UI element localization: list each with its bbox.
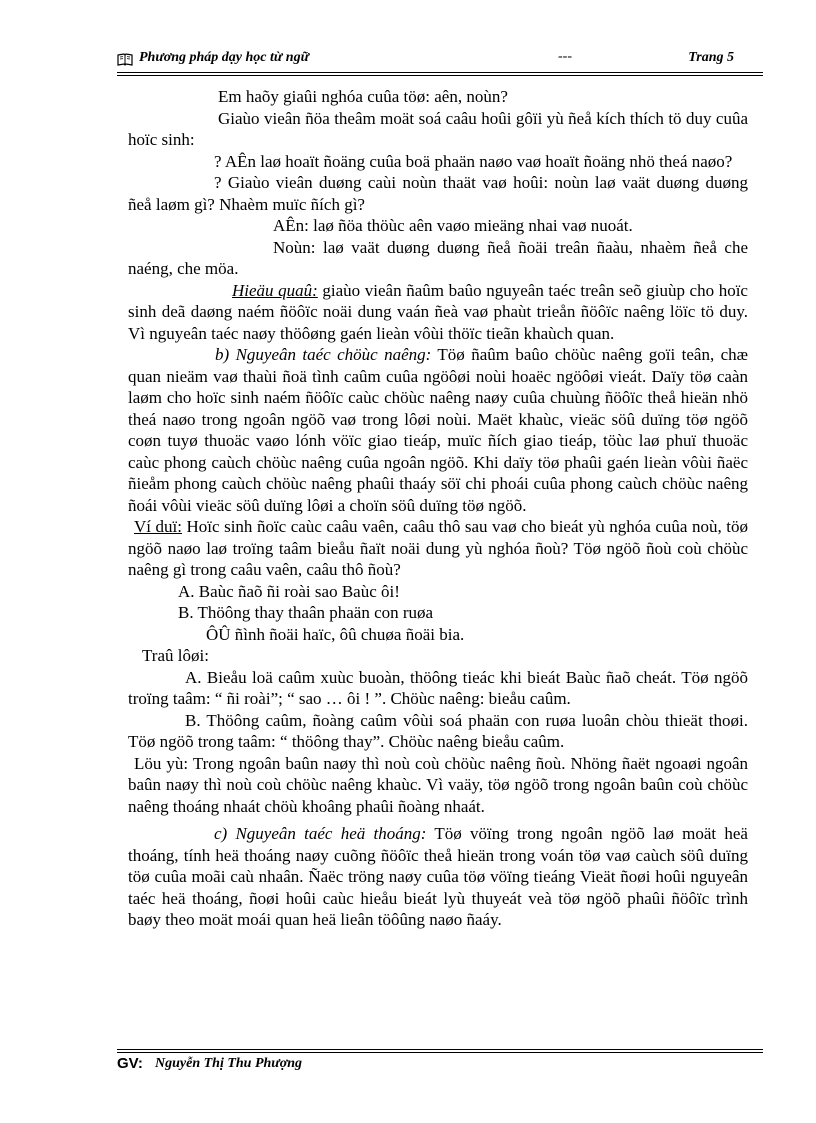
paragraph: Em haõy giaûi nghóa cuûa töø: aên, noùn? xyxy=(218,87,508,106)
page-footer xyxy=(117,1055,762,1075)
footer-author: Nguyễn Thị Thu Phượng xyxy=(155,1056,302,1071)
page-header xyxy=(117,50,762,70)
paragraph: Giaùo vieân ñöa theâm moät soá caâu hoûi gôïi yù ñeå kích thích tö duy cuûa hoïc sinh: xyxy=(128,108,748,149)
footer-rule-thin xyxy=(117,1052,763,1053)
paragraph: Noùn: laø vaät duøng duøng ñeå ñoäi treân ñaàu, nhaèm ñeå che naéng, che möa. xyxy=(128,237,748,278)
paragraph: Löu yù: Trong ngoân baûn naøy thì noù coù chöùc naêng ñoù. Nhöng ñaët ngoaøi ngoân baûn naøy thì noù coù chöùc naêng khaùc. Vì vaäy, töø ngöõ trong ngoân baûn coù chöùc naêng thoáng nhaát chöù khoâng phaûi ñoàng nhaát. xyxy=(128,753,748,816)
heading-nguyen-tac-he-thong: c) Nguyeân taéc heä thoáng: xyxy=(214,824,427,843)
example-line: ÔÛ ñình ñoäi haïc, ôû chuøa ñoäi bia. xyxy=(206,624,465,644)
label-hieu-qua: Hieäu quaû: xyxy=(232,280,318,300)
paragraph: A. Bieåu loä caûm xuùc buoàn, thöông tieác khi bieát Baùc ñaõ cheát. Töø ngöõ troïng taâm: “ ñi roài”; “ sao … ôi ! ”. Chöùc naêng: bieåu caûm. xyxy=(128,667,748,708)
header-rule xyxy=(117,72,763,73)
header-title: Phương pháp dạy học từ ngữ xyxy=(139,50,309,65)
paragraph: Ví duï: Hoïc sinh ñoïc caùc caâu vaên, caâu thô sau vaø cho bieát yù nghóa cuûa noù, töø ngöõ naøo laø troïng taâm bieåu ñaït noäi dung yù nghóa ñoù? Töø ngöõ ñoù coù chöùc naêng gì trong caâu vaên, caâu thô ñoù? xyxy=(128,517,748,579)
header-rule-thin xyxy=(117,75,763,76)
paragraph: ? Giaùo vieân duøng caùi noùn thaät vaø hoûi: noùn laø vaät duøng duøng ñeå laøm gì? Nhaèm muïc ñích gì? xyxy=(128,173,748,214)
paragraph: AÊn: laø ñöa thöùc aên vaøo mieäng nhai vaø nuoát. xyxy=(273,216,633,235)
paragraph: B. Thöông caûm, ñoàng caûm vôùi soá phaän con ruøa luoân chòu thieät thoøi. Töø ngöõ trong taâm: “ thöông thay”. Chöùc naêng bieåu caûm. xyxy=(128,710,748,751)
example-line: B. Thöông thay thaân phaän con ruøa xyxy=(178,603,434,622)
paragraph: c) Nguyeân taéc heä thoáng: Töø vöïng trong ngoân ngöõ laø moät heä thoáng, tính heä thoáng naøy cuõng ñöôïc theå hieän trong voán töø vaø caùch söû duïng töø cuûa moãi caù nhaân. Ñaëc tröng naøy cuûa töø vöïng tieáng Vieät ñoøi hoûi nguyeân taéc heä thoáng, ñoøi hoûi caùc hieåu bieát lyù thuyeát veà töø ngöõ phaûi ñöôïc trình baøy theo moät moái quan heä lieân töôûng naøo ñaáy. xyxy=(128,824,748,929)
paragraph: b) Nguyeân taéc chöùc naêng: Töø ñaûm baûo chöùc naêng goïi teân, chæ quan nieäm vaø thaùi ñoä tình caûm cuûa ngöôøi noùi hoaëc ngöôøi vieát. Daïy töø caàn laøm cho hoïc sinh naém ñöôïc caùc chöùc naêng naøy cuûa chuùng ñöôïc theå hieän nhö theá naøo trong ngoân ngöõ vaø trong lôøi noùi. Maët khaùc, vieäc söû duïng töø ngöõ coøn tuyø thuoäc vaøo lónh vöïc giao tieáp, muïc ñích giao tieáp, töùc laø phuï thuoäc caùc phong caùch chöùc naêng cuûa ngoân ngöõ. Khi daïy töø phaûi gaén lieàn vôùi ñaëc ñieåm phong caùch chöùc naêng phaûi thaáy söï chi phoái cuûa phong caùch chöùc naêng ñoái vôùi vieäc söû duïng lôøi a choïn söû duïng töø ngöõ. xyxy=(128,345,748,515)
header-separator: --- xyxy=(558,49,572,64)
example-line: A. Baùc ñaõ ñi roài sao Baùc ôi! xyxy=(178,581,400,601)
answer-label: Traû lôøi: xyxy=(142,646,209,665)
header-page-number: Trang 5 xyxy=(688,50,734,65)
page-content xyxy=(128,86,748,931)
heading-nguyen-tac-chuc-nang: b) Nguyeân taéc chöùc naêng: xyxy=(215,345,432,364)
paragraph: Hieäu quaû: giaùo vieân ñaûm baûo nguyeân taéc treân seõ giuùp cho hoïc sinh deã daøng naém ñöôïc noäi dung vaán ñeà vaø phaùt trieån ñöôïc naêng löïc tö duy. Vì nguyeân taéc naøy thöôøng gaén lieàn vôùi thöïc tieãn khaùch quan. xyxy=(128,280,748,343)
footer-label: GV: xyxy=(117,1055,143,1072)
book-icon xyxy=(117,53,133,66)
footer-rule xyxy=(117,1049,763,1050)
label-vi-du: Ví duï: xyxy=(134,517,182,536)
paragraph: ? AÊn laø hoaït ñoäng cuûa boä phaän naøo vaø hoaït ñoäng nhö theá naøo? xyxy=(214,151,733,171)
